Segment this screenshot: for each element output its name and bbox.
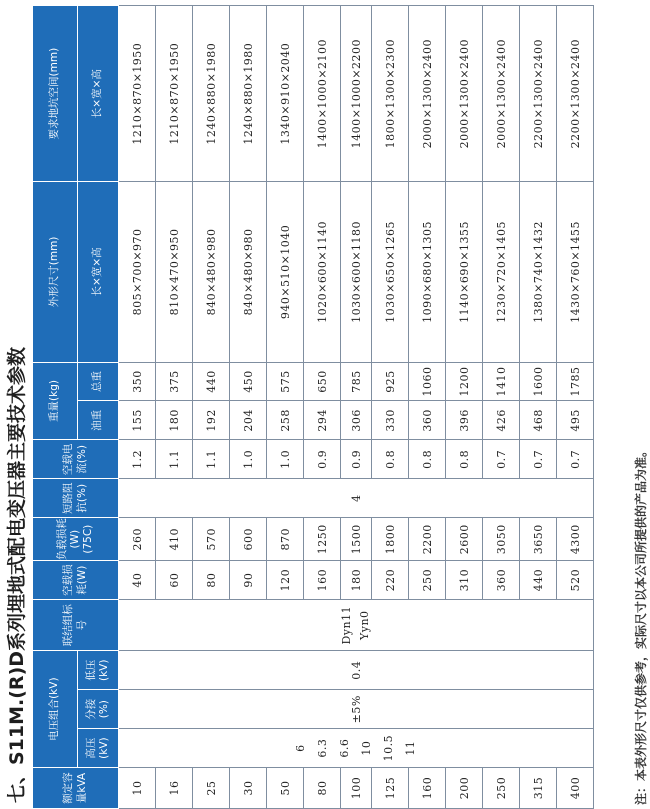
cell-no-load-current: 0.9 bbox=[341, 440, 372, 479]
cell-load-loss: 3050 bbox=[483, 518, 520, 561]
cell-pit-space: 2200×1300×2400 bbox=[557, 6, 594, 182]
cell-no-load-current: 0.9 bbox=[304, 440, 341, 479]
header-hv: 高压(kV) bbox=[78, 729, 119, 768]
cell-oil-weight: 426 bbox=[483, 401, 520, 440]
cell-hv-merged: 6 6.3 6.6 10 10.5 11 bbox=[119, 729, 594, 768]
cell-kva: 160 bbox=[409, 768, 446, 809]
cell-no-load-current: 0.8 bbox=[372, 440, 409, 479]
cell-pit-space: 1340×910×2040 bbox=[267, 6, 304, 182]
cell-dimensions: 940×510×1040 bbox=[267, 182, 304, 362]
cell-dimensions: 1090×680×1305 bbox=[409, 182, 446, 362]
cell-dimensions: 840×480×980 bbox=[230, 182, 267, 362]
cell-no-load-current: 1.0 bbox=[230, 440, 267, 479]
cell-total-weight: 1600 bbox=[520, 362, 557, 401]
cell-no-load-current: 0.7 bbox=[557, 440, 594, 479]
cell-dimensions: 840×480×980 bbox=[193, 182, 230, 362]
cell-no-load-current: 0.7 bbox=[483, 440, 520, 479]
cell-no-load-current: 0.8 bbox=[446, 440, 483, 479]
cell-total-weight: 1200 bbox=[446, 362, 483, 401]
cell-kva: 250 bbox=[483, 768, 520, 809]
header-oil-weight: 油重 bbox=[78, 401, 119, 440]
cell-pit-space: 1240×880×1980 bbox=[193, 6, 230, 182]
footnote: 注：本表外形尺寸仅供参考，实际尺寸以本公司所提供的产品为准。 bbox=[634, 444, 648, 805]
cell-pit-space: 1400×1000×2200 bbox=[341, 6, 372, 182]
cell-total-weight: 650 bbox=[304, 362, 341, 401]
cell-dimensions: 1030×650×1265 bbox=[372, 182, 409, 362]
cell-no-load-loss: 40 bbox=[119, 561, 156, 600]
cell-no-load-loss: 360 bbox=[483, 561, 520, 600]
cell-pit-space: 2000×1300×2400 bbox=[409, 6, 446, 182]
cell-load-loss: 1500 bbox=[341, 518, 372, 561]
cell-load-loss: 3650 bbox=[520, 518, 557, 561]
cell-load-loss: 600 bbox=[230, 518, 267, 561]
header-impedance: 短路阻抗(%) bbox=[33, 479, 119, 518]
header-no-load-current: 空载电流(%) bbox=[33, 440, 119, 479]
cell-kva: 200 bbox=[446, 768, 483, 809]
cell-kva: 50 bbox=[267, 768, 304, 809]
cell-total-weight: 375 bbox=[156, 362, 193, 401]
cell-oil-weight: 306 bbox=[341, 401, 372, 440]
cell-total-weight: 1410 bbox=[483, 362, 520, 401]
cell-no-load-loss: 80 bbox=[193, 561, 230, 600]
cell-load-loss: 1800 bbox=[372, 518, 409, 561]
cell-kva: 100 bbox=[341, 768, 372, 809]
cell-no-load-loss: 310 bbox=[446, 561, 483, 600]
cell-kva: 315 bbox=[520, 768, 557, 809]
cell-dimensions: 805×700×970 bbox=[119, 182, 156, 362]
spec-table bbox=[32, 5, 594, 809]
cell-pit-space: 1210×870×1950 bbox=[156, 6, 193, 182]
cell-pit-space: 1800×1300×2300 bbox=[372, 6, 409, 182]
cell-no-load-loss: 440 bbox=[520, 561, 557, 600]
cell-dimensions: 1020×600×1140 bbox=[304, 182, 341, 362]
cell-oil-weight: 294 bbox=[304, 401, 341, 440]
cell-no-load-current: 1.1 bbox=[193, 440, 230, 479]
cell-kva: 80 bbox=[304, 768, 341, 809]
cell-oil-weight: 360 bbox=[409, 401, 446, 440]
cell-no-load-loss: 120 bbox=[267, 561, 304, 600]
cell-no-load-loss: 180 bbox=[341, 561, 372, 600]
cell-total-weight: 925 bbox=[372, 362, 409, 401]
cell-total-weight: 575 bbox=[267, 362, 304, 401]
cell-pit-space: 2000×1300×2400 bbox=[446, 6, 483, 182]
cell-no-load-current: 0.7 bbox=[520, 440, 557, 479]
cell-total-weight: 785 bbox=[341, 362, 372, 401]
cell-pit-space: 2000×1300×2400 bbox=[483, 6, 520, 182]
cell-oil-weight: 204 bbox=[230, 401, 267, 440]
header-load-loss: 负载损耗(W)(75C) bbox=[33, 518, 119, 561]
cell-dimensions: 1140×690×1355 bbox=[446, 182, 483, 362]
cell-impedance-merged: 4 bbox=[119, 479, 594, 518]
cell-dimensions: 1030×600×1180 bbox=[341, 182, 372, 362]
cell-total-weight: 440 bbox=[193, 362, 230, 401]
cell-kva: 30 bbox=[230, 768, 267, 809]
cell-no-load-current: 1.0 bbox=[267, 440, 304, 479]
cell-pit-space: 1240×880×1980 bbox=[230, 6, 267, 182]
header-vector-group: 联结组标号 bbox=[33, 600, 119, 651]
cell-total-weight: 1785 bbox=[557, 362, 594, 401]
header-voltage-combo: 电压组合(kV) bbox=[33, 651, 78, 768]
page-title: 七、S11M.(R)D系列埋地式配电变压器主要技术参数 bbox=[6, 346, 28, 803]
cell-pit-space: 1400×1000×2100 bbox=[304, 6, 341, 182]
cell-load-loss: 4300 bbox=[557, 518, 594, 561]
cell-dimensions: 1430×760×1455 bbox=[557, 182, 594, 362]
cell-oil-weight: 192 bbox=[193, 401, 230, 440]
cell-no-load-loss: 160 bbox=[304, 561, 341, 600]
cell-kva: 25 bbox=[193, 768, 230, 809]
header-tap: 分接(%) bbox=[78, 690, 119, 729]
cell-no-load-current: 1.2 bbox=[119, 440, 156, 479]
cell-kva: 10 bbox=[119, 768, 156, 809]
header-rated-capacity: 额定容量kVA bbox=[33, 768, 119, 809]
cell-dimensions: 810×470×950 bbox=[156, 182, 193, 362]
cell-oil-weight: 330 bbox=[372, 401, 409, 440]
cell-no-load-current: 0.8 bbox=[409, 440, 446, 479]
header-weight: 重量(kg) bbox=[33, 362, 78, 440]
cell-load-loss: 260 bbox=[119, 518, 156, 561]
cell-dimensions: 1230×720×1405 bbox=[483, 182, 520, 362]
cell-no-load-loss: 520 bbox=[557, 561, 594, 600]
header-dim-order: 长×宽×高 bbox=[78, 182, 119, 362]
cell-no-load-loss: 220 bbox=[372, 561, 409, 600]
cell-no-load-loss: 90 bbox=[230, 561, 267, 600]
header-no-load-loss: 空载损耗(W) bbox=[33, 561, 119, 600]
cell-oil-weight: 396 bbox=[446, 401, 483, 440]
cell-oil-weight: 495 bbox=[557, 401, 594, 440]
cell-load-loss: 1250 bbox=[304, 518, 341, 561]
header-lv: 低压(kV) bbox=[78, 651, 119, 690]
cell-oil-weight: 180 bbox=[156, 401, 193, 440]
cell-load-loss: 2600 bbox=[446, 518, 483, 561]
cell-oil-weight: 155 bbox=[119, 401, 156, 440]
cell-total-weight: 1060 bbox=[409, 362, 446, 401]
cell-tap-merged: ±5% bbox=[119, 690, 594, 729]
header-pit-space: 要求地坑空间(mm) bbox=[33, 6, 78, 182]
cell-load-loss: 570 bbox=[193, 518, 230, 561]
cell-kva: 400 bbox=[557, 768, 594, 809]
cell-pit-space: 1210×870×1950 bbox=[119, 6, 156, 182]
cell-no-load-loss: 60 bbox=[156, 561, 193, 600]
cell-load-loss: 410 bbox=[156, 518, 193, 561]
cell-kva: 125 bbox=[372, 768, 409, 809]
cell-no-load-loss: 250 bbox=[409, 561, 446, 600]
cell-dimensions: 1380×740×1432 bbox=[520, 182, 557, 362]
cell-total-weight: 450 bbox=[230, 362, 267, 401]
header-pit-order: 长×宽×高 bbox=[78, 6, 119, 182]
cell-total-weight: 350 bbox=[119, 362, 156, 401]
cell-oil-weight: 258 bbox=[267, 401, 304, 440]
cell-no-load-current: 1.1 bbox=[156, 440, 193, 479]
cell-load-loss: 870 bbox=[267, 518, 304, 561]
cell-kva: 16 bbox=[156, 768, 193, 809]
cell-vector-group-merged: Dyn11 Yyn0 bbox=[119, 600, 594, 651]
header-dimensions: 外形尺寸(mm) bbox=[33, 182, 78, 362]
cell-load-loss: 2200 bbox=[409, 518, 446, 561]
cell-lv-merged: 0.4 bbox=[119, 651, 594, 690]
cell-oil-weight: 468 bbox=[520, 401, 557, 440]
header-total-weight: 总重 bbox=[78, 362, 119, 401]
cell-pit-space: 2200×1300×2400 bbox=[520, 6, 557, 182]
